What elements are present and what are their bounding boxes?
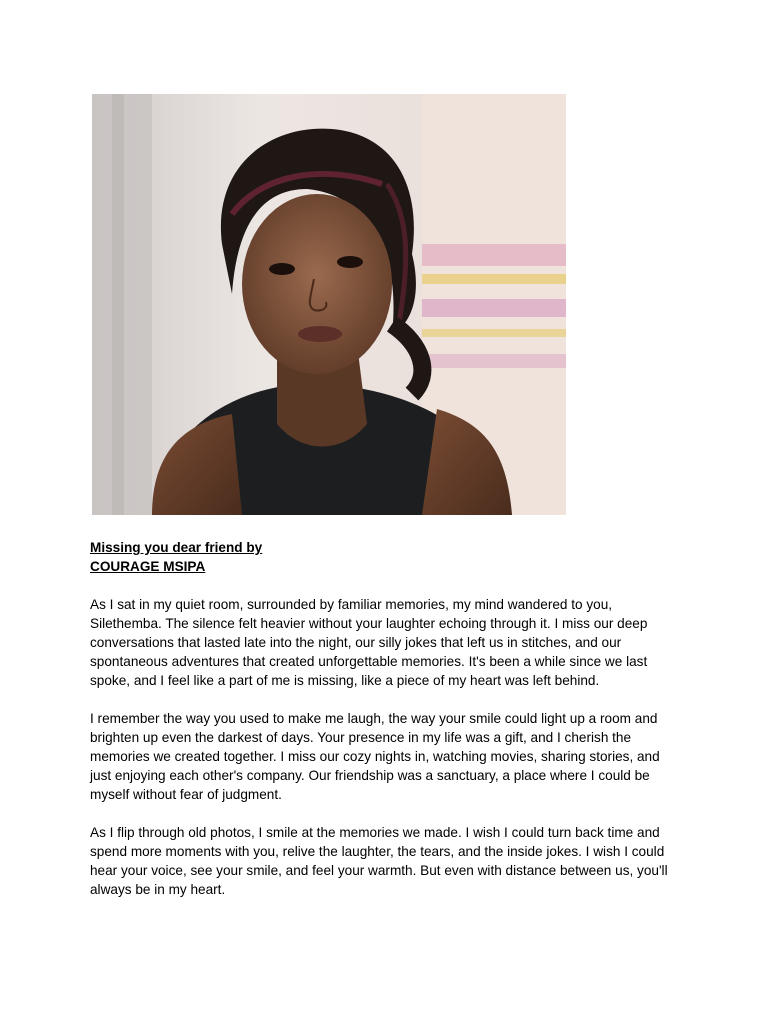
paragraph-line: As I sat in my quiet room, surrounded by familiar memories, my mind wandered to you,	[90, 597, 613, 612]
paragraph-2	[90, 709, 690, 804]
paragraph-line: I remember the way you used to make me laugh, the way your smile could light up a room and	[90, 711, 658, 726]
title-line-1: Missing you dear friend by	[90, 540, 263, 555]
paragraph-line: memories we created together. I miss our cozy nights in, watching movies, sharing stories, and	[90, 749, 660, 764]
portrait-image	[92, 94, 566, 515]
title-line-2: COURAGE MSIPA	[90, 559, 206, 574]
paragraph-line: Silethemba. The silence felt heavier without your laughter echoing through it. I miss our deep	[90, 616, 648, 631]
paragraph-line: conversations that lasted late into the night, our silly jokes that left us in stitches, and our	[90, 635, 622, 650]
paragraph-3	[90, 823, 690, 899]
paragraph-line: spontaneous adventures that created unforgettable memories. It's been a while since we last	[90, 654, 648, 669]
paragraph-line: hear your voice, see your smile, and feel your warmth. But even with distance between us, you'll	[90, 863, 668, 878]
portrait-photo	[92, 94, 566, 515]
paragraph-line: spoke, and I feel like a part of me is missing, like a piece of my heart was left behind.	[90, 673, 600, 688]
paragraph-line: As I flip through old photos, I smile at the memories we made. I wish I could turn back time and	[90, 825, 660, 840]
paragraph-line: spend more moments with you, relive the laughter, the tears, and the inside jokes. I wish I could	[90, 844, 665, 859]
paragraph-1	[90, 595, 690, 690]
paragraph-line: just enjoying each other's company. Our friendship was a sanctuary, a place where I could be	[90, 768, 650, 783]
paragraph-line: brighten up even the darkest of days. Your presence in my life was a gift, and I cherish the	[90, 730, 632, 745]
paragraph-line: myself without fear of judgment.	[90, 787, 282, 802]
paragraph-line: always be in my heart.	[90, 882, 226, 897]
document-body	[90, 538, 690, 899]
